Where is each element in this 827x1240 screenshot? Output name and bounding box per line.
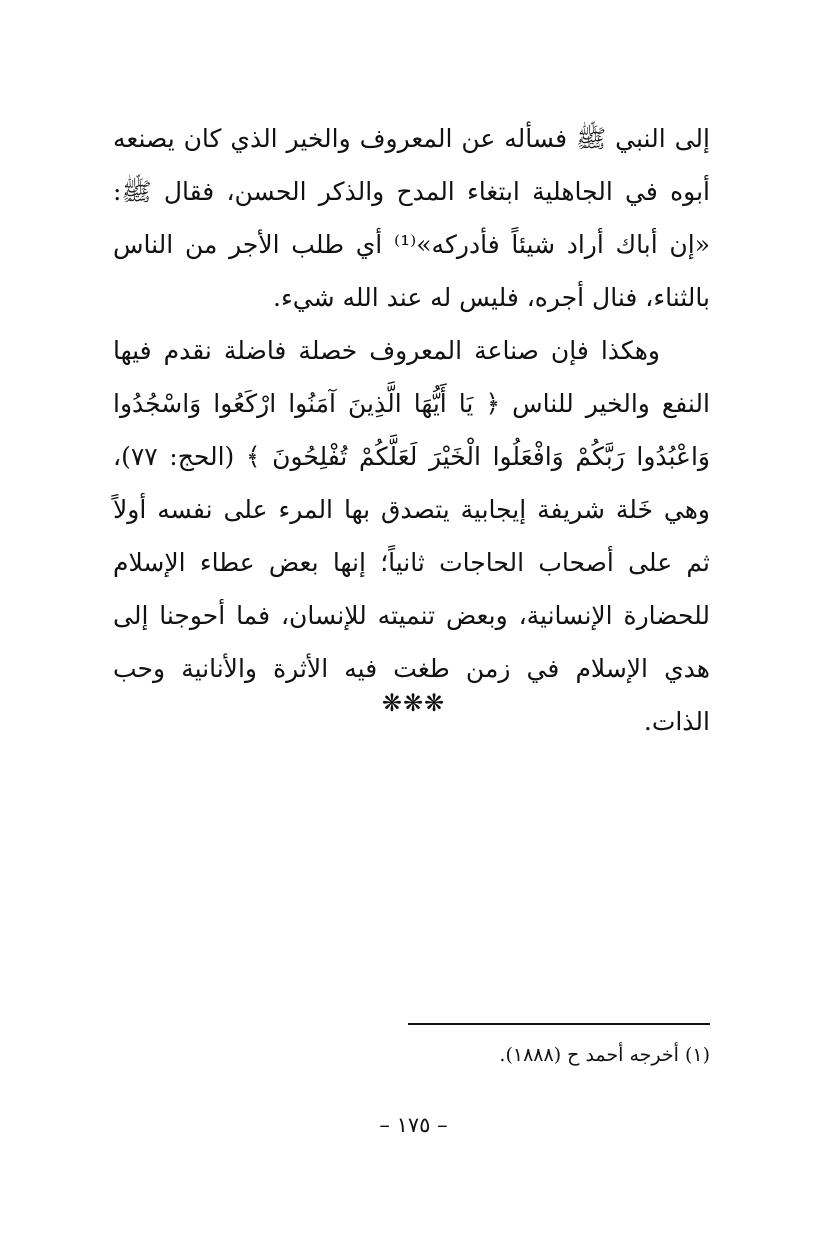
paragraph-1: إلى النبي ﷺ فسأله عن المعروف والخير الذي كان يصنعه أبوه في الجاهلية ابتغاء المدح والذكر الحسن، فقال ﷺ: «إن أباك أراد شيئاً فأدركه»⁽¹⁾ أي طلب الأجر من الناس بالثناء، فنال أجره، فليس له عند الله شيء. [113, 124, 710, 312]
paragraph-2: وهكذا فإن صناعة المعروف خصلة فاضلة نقدم فيها النفع والخير للناس ﴿ يَا أَيُّهَا الَّذِينَ آمَنُوا ارْكَعُوا وَاسْجُدُوا وَاعْبُدُوا رَبَّكُمْ وَافْعَلُوا الْخَيْرَ لَعَلَّكُمْ تُفْلِحُونَ ﴾ (الحج: ٧٧)، وهي خَلة شريفة إيجابية يتصدق بها المرء على نفسه أولاً ثم على أصحاب الحاجات ثانياً؛ إنها بعض عطاء الإسلام للحضارة الإنسانية، وبعض تنميته للإنسان، فما أحوجنا إلى هدي الإسلام في زمن طغت فيه الأثرة والأنانية وحب الذات. [113, 336, 710, 736]
section-separator: ❋❋❋ [381, 689, 446, 717]
footnote-rule [408, 1023, 710, 1025]
main-text [113, 112, 710, 748]
page-number: – ١٧٥ – [379, 1113, 448, 1137]
footnote: (١) أخرجه أحمد ح (١٨٨٨). [499, 1044, 710, 1066]
